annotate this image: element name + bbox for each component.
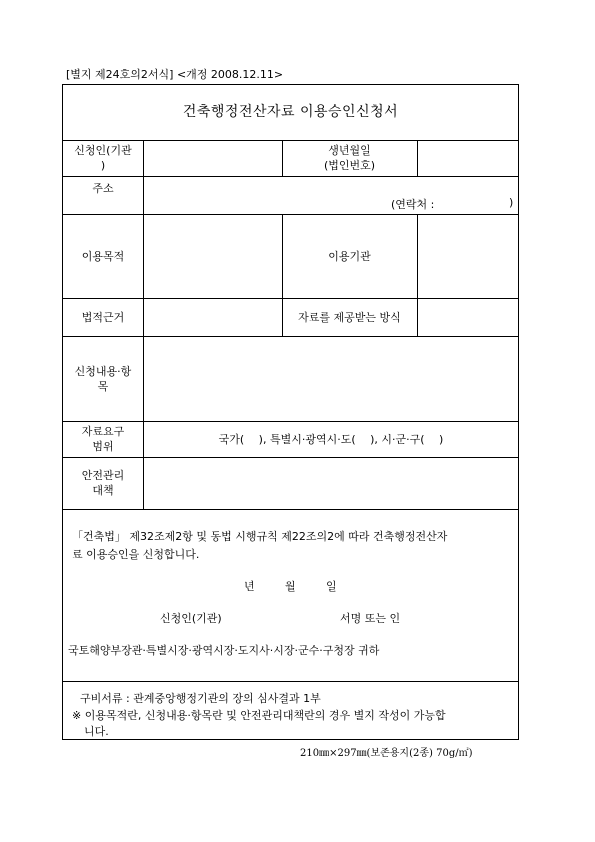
request-items-label [63, 336, 143, 421]
required-docs: 구비서류 : 관계중앙행정기관의 장의 심사결과 1부 [80, 692, 321, 705]
contact-label: (연락처 : [391, 198, 435, 211]
addressee: 국토해양부장관·특별시장·광역시장·도지사·시장·군수·구청장 귀하 [68, 644, 380, 657]
org-label: 이용기관 [328, 249, 371, 263]
birth-label-line2: (법인번호) [323, 159, 376, 172]
request-items-input[interactable] [144, 337, 517, 420]
paper-spec: 210㎜×297㎜(보존용지(2종) 70g/㎡) [300, 748, 473, 759]
scope-value[interactable]: 국가( ), 특별시·광역시·도( ), 시·군·구( ) [218, 432, 444, 446]
applicant-label-line1: 신청인(기관 [74, 144, 132, 157]
signature-label: 서명 또는 인 [340, 612, 401, 625]
legal-basis-input[interactable] [144, 299, 281, 335]
purpose-label: 이용목적 [81, 249, 125, 263]
statement-line1: 「건축법」 제32조제2항 및 동법 시행규칙 제22조의2에 따라 건축행정전산자 [72, 530, 448, 543]
request-items-label-line1: 신청내용·항 [74, 364, 132, 378]
safety-label-line1: 안전관리 [81, 469, 125, 482]
birth-label [282, 140, 417, 176]
date-month: 월 [285, 580, 296, 593]
safety-label-line2: 대책 [92, 484, 114, 497]
applicant-input[interactable] [144, 141, 281, 175]
purpose-input[interactable] [144, 215, 281, 297]
delivery-method-label: 자료를 제공받는 방식 [298, 310, 401, 324]
date-day: 일 [326, 580, 337, 593]
delivery-method-input[interactable] [418, 299, 517, 335]
rule-safety-bottom [63, 509, 518, 510]
safety-label [63, 457, 143, 509]
request-items-label-line2: 목 [97, 379, 109, 393]
legal-basis-label: 법적근거 [81, 310, 125, 324]
remark-line1: ※ 이용목적란, 신청내용·항목란 및 안전관리대책란의 경우 별지 작성이 가능합 [72, 709, 446, 722]
rule-statement-bottom [63, 681, 518, 682]
address-label: 주소 [92, 181, 114, 195]
applicant-label [63, 140, 143, 176]
contact-close: ) [509, 196, 514, 209]
birth-input[interactable] [418, 141, 517, 175]
safety-input[interactable] [144, 458, 517, 508]
applicant-label-line2: ) [100, 159, 106, 172]
statement-line2: 료 이용승인을 신청합니다. [72, 548, 200, 561]
signer-label: 신청인(기관) [160, 612, 222, 625]
date-year: 년 [244, 580, 255, 593]
application-form [62, 84, 519, 740]
scope-label [63, 421, 143, 457]
form-title: 건축행정전산자료 이용승인신청서 [182, 104, 399, 120]
address-input[interactable] [144, 177, 517, 213]
birth-label-line1: 생년월일 [328, 144, 371, 157]
org-input[interactable] [418, 215, 517, 297]
scope-label-line1: 자료요구 [81, 425, 125, 438]
scope-label-line2: 범위 [92, 440, 114, 453]
form-number-note: [별지 제24호의2서식] <개정 2008.12.11> [66, 68, 284, 81]
remark-line2: 니다. [84, 725, 109, 738]
